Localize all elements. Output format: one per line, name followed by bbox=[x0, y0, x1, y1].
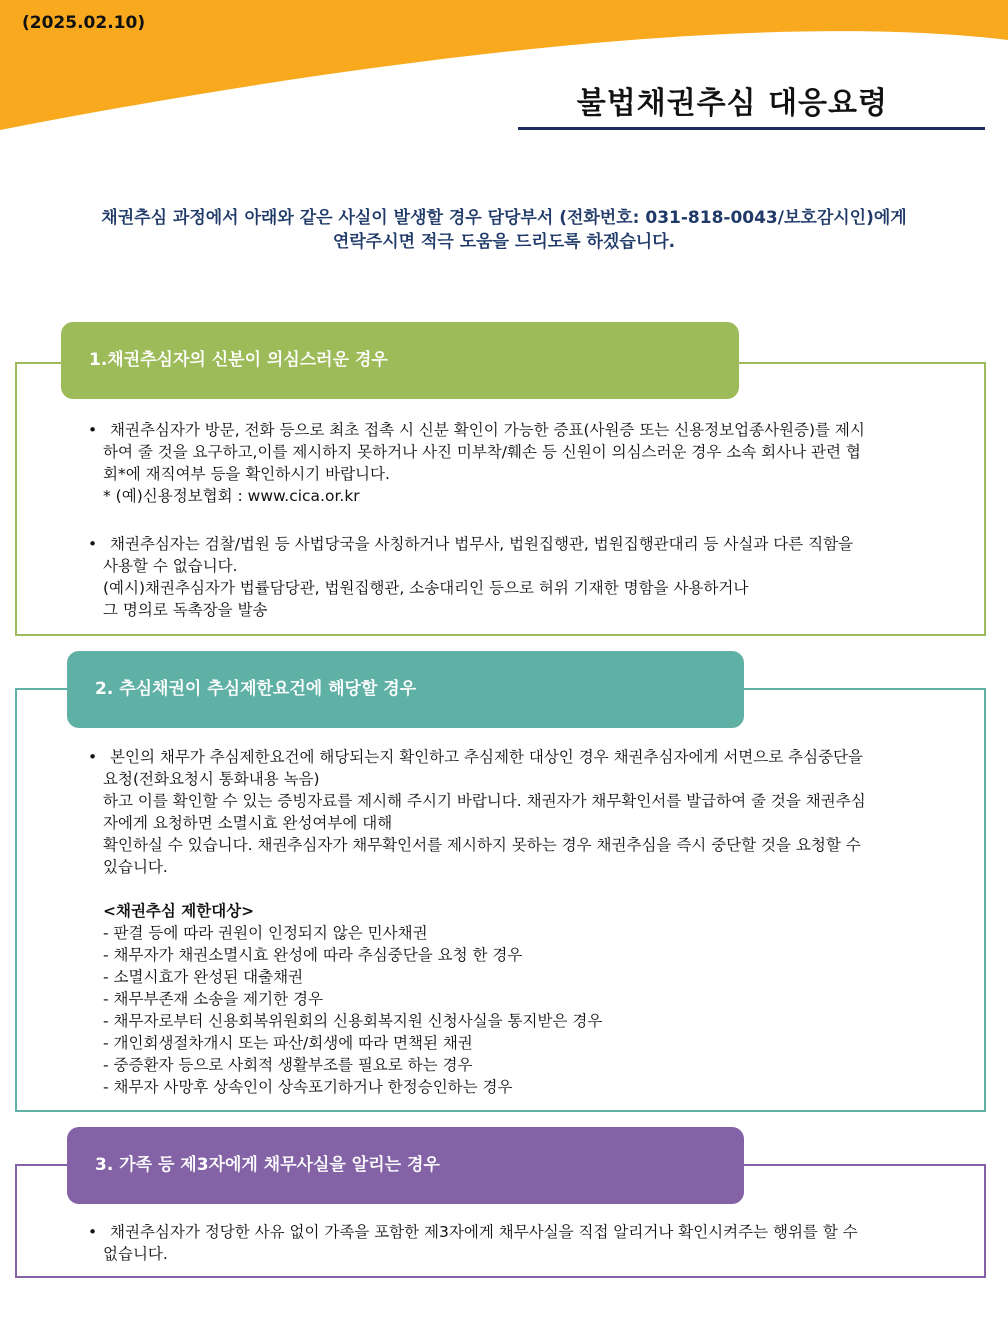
section-1-bullet-2 bbox=[90, 533, 920, 621]
text-line: * (예)신용정보협회 : www.cica.or.kr bbox=[103, 487, 360, 505]
section-2-content bbox=[90, 746, 930, 1098]
section-3-bullet-1 bbox=[90, 1221, 930, 1265]
text-line: 하여 줄 것을 요구하고,이를 제시하지 못하거나 사진 미부착/훼손 등 신원이 의심스러운 경우 소속 회사나 관련 협 bbox=[103, 443, 861, 461]
intro-line-1: 채권추심 과정에서 아래와 같은 사실이 발생할 경우 담당부서 (전화번호: 031-818-0043/보호감시인)에게 bbox=[101, 208, 907, 228]
text-line: 채권추심자가 정당한 사유 없이 가족을 포함한 제3자에게 채무사실을 직접 알리거나 확인시켜주는 행위를 할 수 bbox=[110, 1223, 858, 1241]
bullet-dot: • bbox=[88, 535, 98, 553]
document-date: (2025.02.10) bbox=[22, 13, 146, 33]
restriction-list-item: - 중증환자 등으로 사회적 생활부조를 필요로 하는 경우 bbox=[103, 1056, 473, 1074]
text-line: 없습니다. bbox=[103, 1245, 168, 1263]
section-1-content bbox=[90, 419, 920, 621]
restriction-list-title: <채권추심 제한대상> bbox=[103, 902, 255, 920]
text-line: 하고 이를 확인할 수 있는 증빙자료를 제시해 주시기 바랍니다. 채권자가 채무확인서를 발급하여 줄 것을 채권추심 bbox=[103, 792, 866, 810]
section-1-heading: 1.채권추심자의 신분이 의심스러운 경우 bbox=[61, 322, 739, 399]
section-3-heading: 3. 가족 등 제3자에게 채무사실을 알리는 경우 bbox=[67, 1127, 744, 1204]
title-underline bbox=[518, 127, 985, 130]
intro-line-2: 연락주시면 적극 도움을 드리도록 하겠습니다. bbox=[332, 232, 676, 252]
restriction-list-item: - 개인회생절차개시 또는 파산/회생에 따라 면책된 채권 bbox=[103, 1034, 473, 1052]
text-line: 있습니다. bbox=[103, 858, 168, 876]
text-line: 요청(전화요청시 통화내용 녹음) bbox=[103, 770, 320, 788]
text-line: 사용할 수 없습니다. bbox=[103, 557, 238, 575]
restriction-list-item: - 채무자로부터 신용회복위원회의 신용회복지원 신청사실을 통지받은 경우 bbox=[103, 1012, 603, 1030]
section-1-bullet-1 bbox=[90, 419, 920, 507]
section-2-heading: 2. 추심채권이 추심제한요건에 해당할 경우 bbox=[67, 651, 744, 728]
restriction-list-item: - 채무자가 채권소멸시효 완성에 따라 추심중단을 요청 한 경우 bbox=[103, 946, 523, 964]
text-line: 본인의 채무가 추심제한요건에 해당되는지 확인하고 추심제한 대상인 경우 채권추심자에게 서면으로 추심중단을 bbox=[110, 748, 864, 766]
restriction-list-item: - 채무자 사망후 상속인이 상속포기하거나 한정승인하는 경우 bbox=[103, 1078, 513, 1096]
intro-notice bbox=[40, 206, 968, 254]
text-line: 채권추심자가 방문, 전화 등으로 최초 접촉 시 신분 확인이 가능한 증표(사원증 또는 신용정보업종사원증)를 제시 bbox=[110, 421, 865, 439]
bullet-dot: • bbox=[88, 1223, 98, 1241]
text-line: 채권추심자는 검찰/법원 등 사법당국을 사칭하거나 법무사, 법원집행관, 법원집행관대리 등 사실과 다른 직함을 bbox=[110, 535, 854, 553]
restriction-list-item: - 채무부존재 소송을 제기한 경우 bbox=[103, 990, 323, 1008]
section-2-bullet-1 bbox=[90, 746, 930, 1098]
bullet-dot: • bbox=[88, 421, 98, 439]
text-line: 확인하실 수 있습니다. 채권추심자가 채무확인서를 제시하지 못하는 경우 채권추심을 즉시 중단할 것을 요청할 수 bbox=[103, 836, 861, 854]
section-3-content bbox=[90, 1221, 930, 1265]
text-line: 그 명의로 독촉장을 발송 bbox=[103, 601, 268, 619]
text-line: 회*에 재직여부 등을 확인하시기 바랍니다. bbox=[103, 465, 390, 483]
bullet-dot: • bbox=[88, 748, 98, 766]
text-line: (예시)채권추심자가 법률담당관, 법원집행관, 소송대리인 등으로 허위 기재한 명함을 사용하거나 bbox=[103, 579, 749, 597]
restriction-list-item: - 판결 등에 따라 권원이 인정되지 않은 민사채권 bbox=[103, 924, 428, 942]
page-title: 불법채권추심 대응요령 bbox=[576, 86, 888, 121]
restriction-list-item: - 소멸시효가 완성된 대출채권 bbox=[103, 968, 304, 986]
text-line: 자에게 요청하면 소멸시효 완성여부에 대해 bbox=[103, 814, 393, 832]
